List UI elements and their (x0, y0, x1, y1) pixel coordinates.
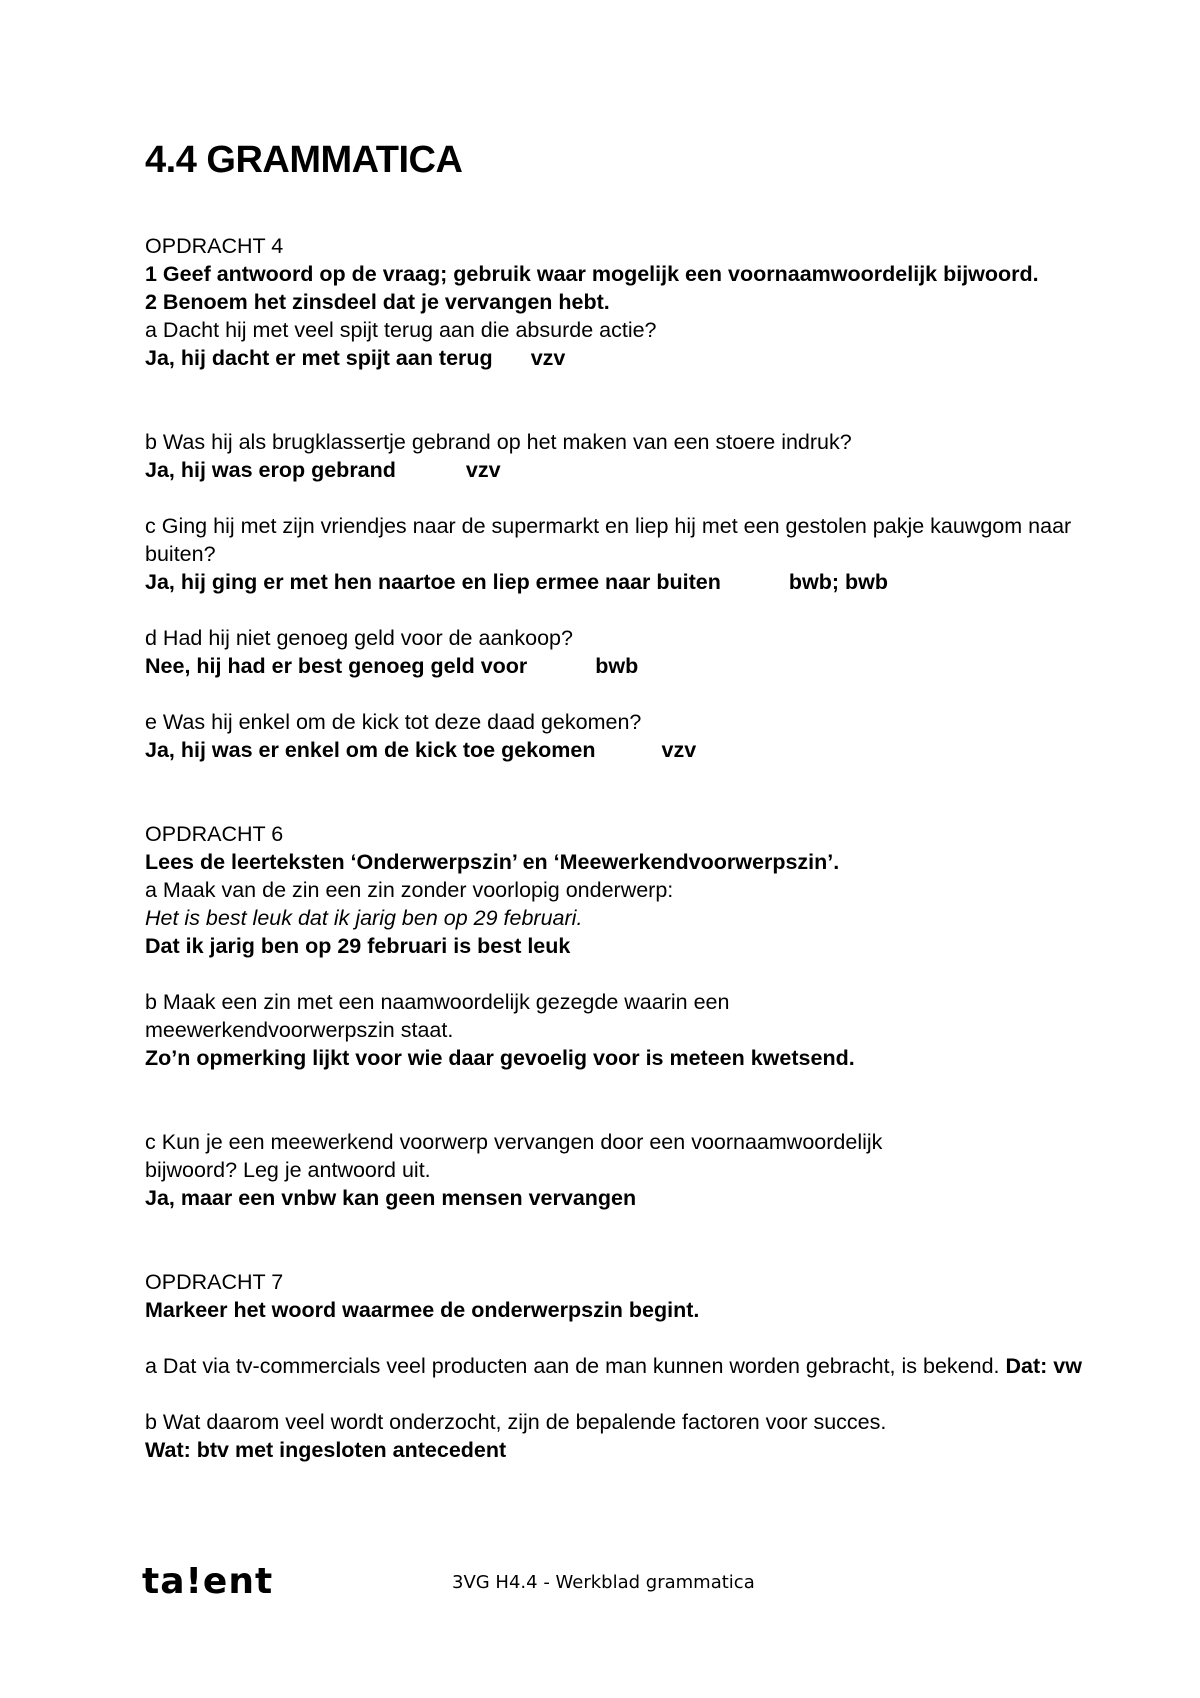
question-6a-example: Het is best leuk dat ik jarig ben op 29 februari. (145, 906, 583, 930)
answer-7b: Wat: btv met ingesloten antecedent (145, 1438, 507, 1462)
opdracht-7-section (145, 1268, 1085, 1464)
opdracht-6-section (145, 820, 1085, 1212)
page-title: 4.4 GRAMMATICA (145, 139, 463, 181)
answer-4a-tag: vzv (530, 346, 566, 370)
question-6a: a Maak van de zin een zin zonder voorlopig onderwerp: (145, 878, 674, 902)
opdracht-7-heading: OPDRACHT 7 (145, 1270, 284, 1294)
question-7a-text: a Dat via tv-commercials veel producten aan de man kunnen worden gebracht, is bekend. (145, 1354, 1000, 1378)
answer-4c-tag: bwb; bwb (788, 570, 889, 594)
opdracht-4-instruction-1: 1 Geef antwoord op de vraag; gebruik waar mogelijk een voornaamwoordelijk bijwoord. (145, 262, 1039, 286)
talent-logo: ta!ent (142, 1561, 274, 1602)
answer-4e-text: Ja, hij was er enkel om de kick toe gekomen (145, 738, 596, 762)
answer-4c (145, 568, 1085, 596)
answer-4e (145, 736, 1085, 764)
question-7a (145, 1352, 1085, 1380)
question-4a: a Dacht hij met veel spijt terug aan die absurde actie? (145, 318, 657, 342)
opdracht-6-heading: OPDRACHT 6 (145, 822, 284, 846)
answer-6a: Dat ik jarig ben op 29 februari is best leuk (145, 934, 571, 958)
answer-6b: Zo’n opmerking lijkt voor wie daar gevoelig voor is meteen kwetsend. (145, 1046, 855, 1070)
question-6c: c Kun je een meewerkend voorwerp vervangen door een voornaamwoordelijk bijwoord? Leg je antwoord uit. (145, 1130, 883, 1182)
answer-4d-text: Nee, hij had er best genoeg geld voor (145, 654, 528, 678)
answer-7a: Dat: vw (1005, 1354, 1082, 1378)
answer-4e-tag: vzv (661, 738, 697, 762)
answer-4b (145, 456, 1085, 484)
page-footer (0, 1560, 1200, 1620)
footer-text: 3VG H4.4 - Werkblad grammatica (452, 1572, 755, 1593)
answer-6c: Ja, maar een vnbw kan geen mensen vervangen (145, 1186, 637, 1210)
answer-4a-text: Ja, hij dacht er met spijt aan terug (145, 346, 493, 370)
question-6b: b Maak een zin met een naamwoordelijk gezegde waarin een meewerkendvoorwerpszin staat. (145, 990, 730, 1042)
opdracht-4-section (145, 232, 1085, 764)
question-4b: b Was hij als brugklassertje gebrand op het maken van een stoere indruk? (145, 430, 852, 454)
answer-4b-text: Ja, hij was erop gebrand (145, 458, 396, 482)
answer-4d-tag: bwb (595, 654, 639, 678)
question-4d: d Had hij niet genoeg geld voor de aankoop? (145, 626, 573, 650)
question-4e: e Was hij enkel om de kick tot deze daad gekomen? (145, 710, 642, 734)
answer-4b-tag: vzv (465, 458, 501, 482)
answer-4d (145, 652, 1085, 680)
question-4c: c Ging hij met zijn vriendjes naar de supermarkt en liep hij met een gestolen pakje kauwgom naar buiten? (145, 514, 1072, 566)
opdracht-6-instruction: Lees de leerteksten ‘Onderwerpszin’ en ‘Meewerkendvoorwerpszin’. (145, 850, 840, 874)
answer-4a (145, 344, 1085, 372)
opdracht-4-heading: OPDRACHT 4 (145, 234, 284, 258)
question-7b: b Wat daarom veel wordt onderzocht, zijn de bepalende factoren voor succes. (145, 1410, 887, 1434)
answer-4c-text: Ja, hij ging er met hen naartoe en liep ermee naar buiten (145, 570, 721, 594)
opdracht-4-instruction-2: 2 Benoem het zinsdeel dat je vervangen hebt. (145, 290, 610, 314)
document-content (145, 138, 1085, 1464)
opdracht-7-instruction: Markeer het woord waarmee de onderwerpszin begint. (145, 1298, 700, 1322)
